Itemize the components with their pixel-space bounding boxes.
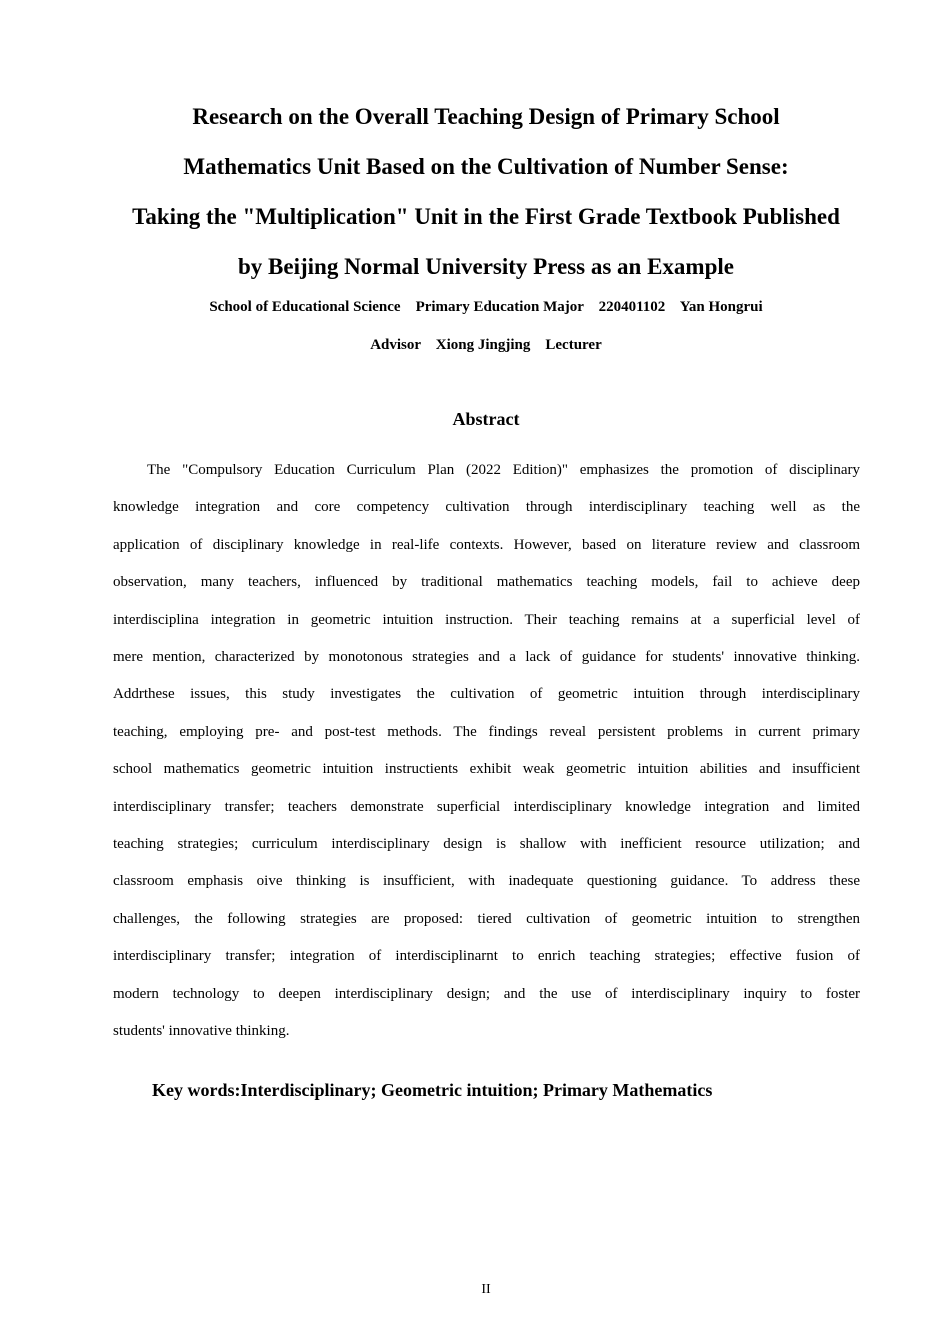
abstract-line: classroom emphasis oive thinking is insufficient, with inadequate questioning guidance. To address these — [113, 873, 860, 890]
title-line-3: Taking the "Multiplication" Unit in the First Grade Textbook Published — [132, 204, 840, 229]
abstract-line: The "Compulsory Education Curriculum Plan (2022 Edition)" emphasizes the promotion of disciplinary — [147, 462, 860, 478]
abstract-line: mere mention, characterized by monotonous strategies and a lack of guidance for students' innovative thinking. — [113, 649, 860, 666]
abstract-line: interdisciplinary transfer; integration of interdisciplinarnt to enrich teaching strategies; effective fusion of — [113, 948, 860, 965]
title-line-1: Research on the Overall Teaching Design of Primary School — [192, 104, 780, 129]
abstract-line: students' innovative thinking. — [113, 1023, 290, 1040]
abstract-line: teaching, employing pre- and post-test methods. The findings reveal persistent problems in current primary — [113, 723, 860, 740]
thesis-title — [60, 92, 912, 292]
abstract-heading: Abstract — [452, 409, 520, 429]
author-info: School of Educational Science Primary Education Major 220401102 Yan Hongrui — [209, 299, 763, 315]
abstract-line: modern technology to deepen interdisciplinary design; and the use of interdisciplinary inquiry to foster — [113, 985, 860, 1002]
page-number: II — [481, 1282, 491, 1297]
advisor-info: Advisor Xiong Jingjing Lecturer — [370, 337, 602, 353]
abstract-line: interdisciplina integration in geometric intuition instruction. Their teaching remains at a superficial level of — [113, 611, 860, 628]
title-line-4: by Beijing Normal University Press as an Example — [238, 254, 734, 279]
abstract-line: challenges, the following strategies are proposed: tiered cultivation of geometric intuition to strengthen — [113, 910, 860, 927]
abstract-line: application of disciplinary knowledge in real-life contexts. However, based on literature review and classroom — [113, 536, 860, 553]
abstract-line: Addrthese issues, this study investigates the cultivation of geometric intuition through interdisciplinary — [113, 686, 860, 703]
abstract-line: knowledge integration and core competency cultivation through interdisciplinary teaching well as the — [113, 499, 860, 516]
abstract-line: school mathematics geometric intuition instructients exhibit weak geometric intuition abilities and insufficient — [113, 761, 860, 778]
title-line-2: Mathematics Unit Based on the Cultivation of Number Sense: — [183, 154, 789, 179]
abstract-body — [113, 452, 860, 1051]
keywords-line: Key words:Interdisciplinary; Geometric intuition; Primary Mathematics — [152, 1080, 713, 1100]
abstract-line: observation, many teachers, influenced by traditional mathematics teaching models, fail to achieve deep — [113, 574, 860, 591]
abstract-line: teaching strategies; curriculum interdisciplinary design is shallow with inefficient resource utilization; and — [113, 836, 860, 853]
abstract-line: interdisciplinary transfer; teachers demonstrate superficial interdisciplinary knowledge integration and limited — [113, 798, 860, 815]
